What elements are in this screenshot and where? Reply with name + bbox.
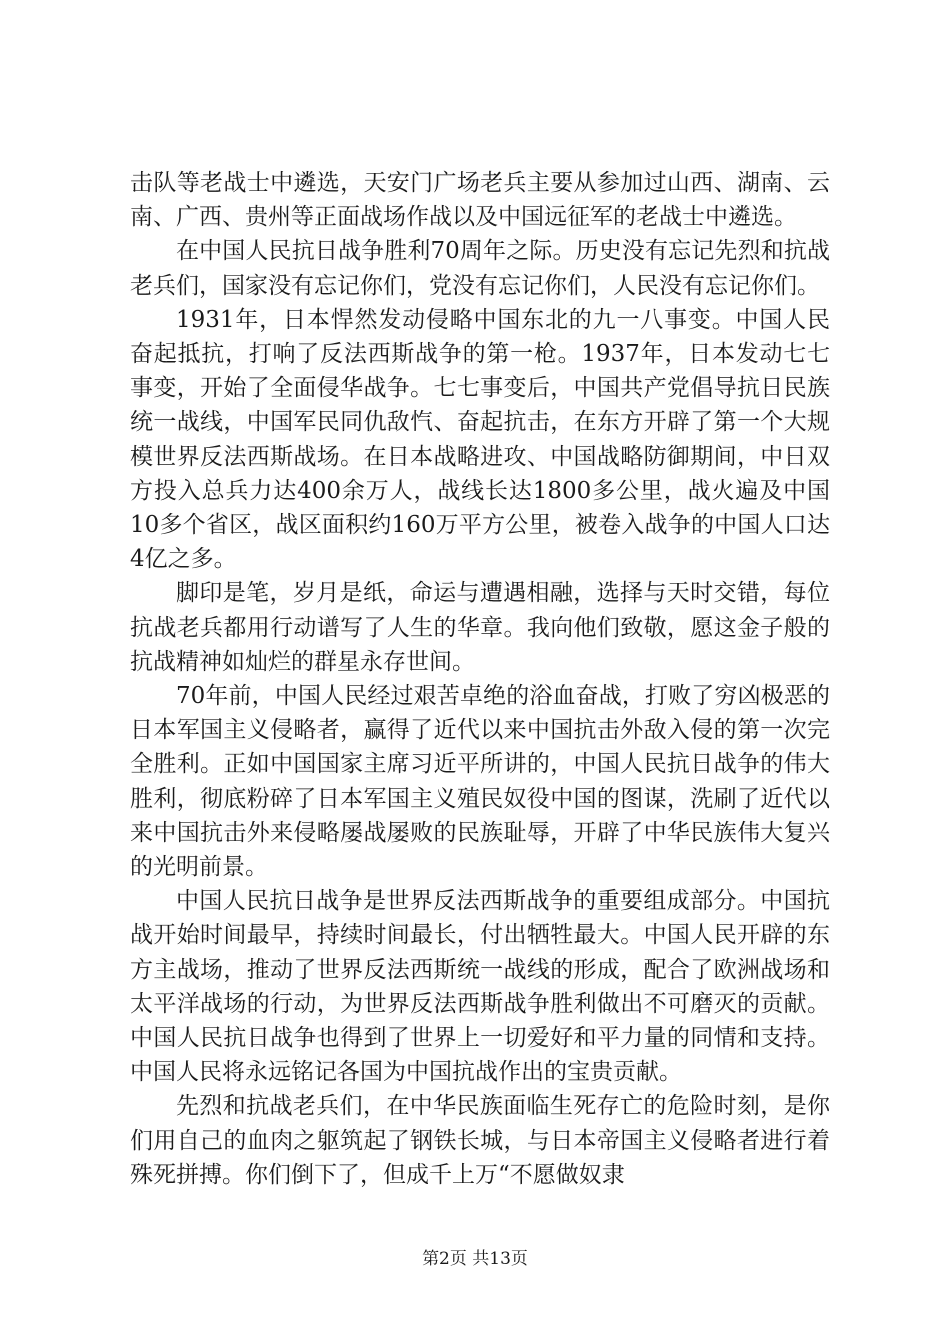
paragraph-6: 中国人民抗日战争是世界反法西斯战争的重要组成部分。中国抗战开始时间最早，持续时间最长，付出牺牲最大。中国人民开辟的东方主战场，推动了世界反法西斯统一战线的形成，配合了欧洲战场和太平洋战场的行动，为世界反法西斯战争胜利做出不可磨灭的贡献。中国人民抗日战争也得到了世界上一切爱好和平力量的同情和支持。中国人民将永远铭记各国为中国抗战作出的宝贵贡献。 [130, 888, 830, 1086]
paragraph-1: 击队等老战士中遴选，天安门广场老兵主要从参加过山西、湖南、云南、广西、贵州等正面战场作战以及中国远征军的老战士中遴选。 [130, 170, 830, 231]
page-number-footer: 第2页 共13页 [422, 1249, 528, 1269]
paragraph-4: 脚印是笔，岁月是纸，命运与遭遇相融，选择与天时交错，每位抗战老兵都用行动谱写了人生的华章。我向他们致敬，愿这金子般的抗战精神如灿烂的群星永存世间。 [130, 580, 830, 675]
paragraph-7: 先烈和抗战老兵们，在中华民族面临生死存亡的危险时刻，是你们用自己的血肉之躯筑起了钢铁长城，与日本帝国主义侵略者进行着殊死拼搏。你们倒下了，但成千上万“不愿做奴隶 [130, 1093, 830, 1188]
paragraph-5: 70年前，中国人民经过艰苦卓绝的浴血奋战，打败了穷凶极恶的日本军国主义侵略者，赢得了近代以来中国抗击外敌入侵的第一次完全胜利。正如中国国家主席习近平所讲的，中国人民抗日战争的伟大胜利，彻底粉碎了日本军国主义殖民奴役中国的图谋，洗刷了近代以来中国抗击外来侵略屡战屡败的民族耻辱，开辟了中华民族伟大复兴的光明前景。 [130, 683, 830, 881]
paragraph-2: 在中国人民抗日战争胜利70周年之际。历史没有忘记先烈和抗战老兵们，国家没有忘记你们，党没有忘记你们，人民没有忘记你们。 [130, 238, 830, 299]
paragraph-3: 1931年，日本悍然发动侵略中国东北的九一八事变。中国人民奋起抵抗，打响了反法西斯战争的第一枪。1937年，日本发动七七事变，开始了全面侵华战争。七七事变后，中国共产党倡导抗日民族统一战线，中国军民同仇敌忾、奋起抗击，在东方开辟了第一个大规模世界反法西斯战场。在日本战略进攻、中国战略防御期间，中日双方投入总兵力达400余万人，战线长达1800多公里，战火遍及中国10多个省区，战区面积约160万平方公里，被卷入战争的中国人口达4亿之多。 [130, 306, 830, 573]
document-body [130, 166, 830, 1192]
